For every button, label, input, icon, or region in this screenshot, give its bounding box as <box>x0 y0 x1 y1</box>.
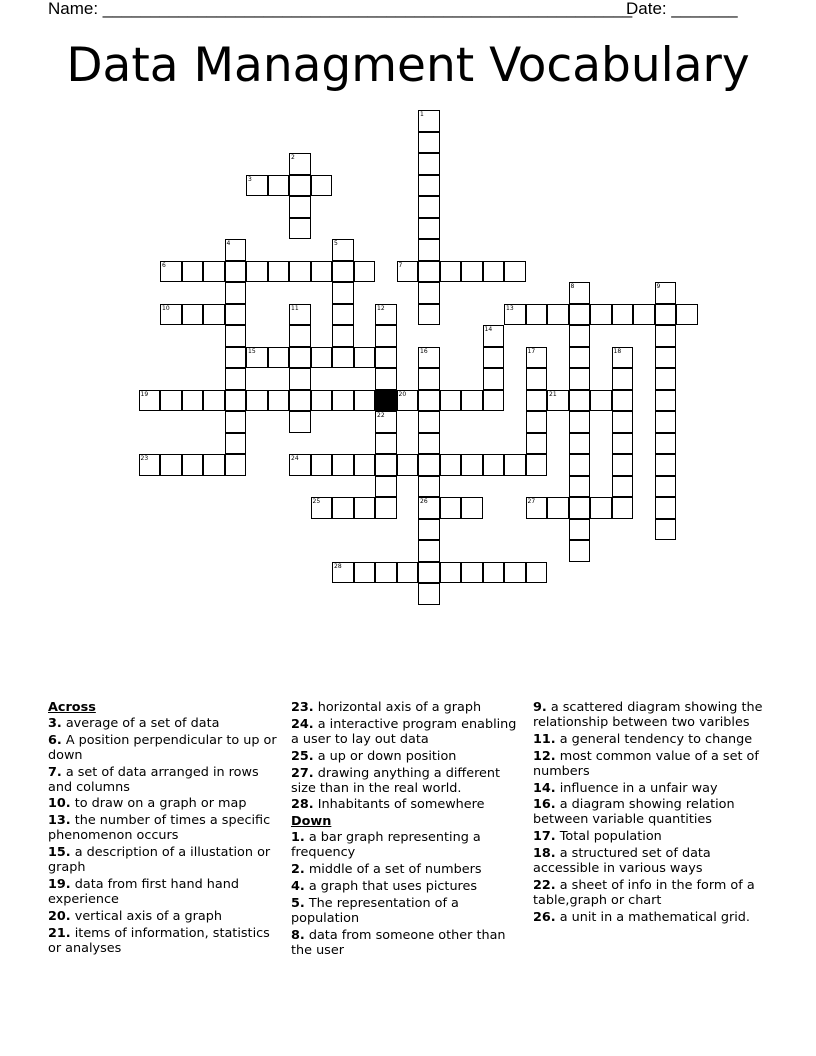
grid-cell[interactable] <box>225 390 247 412</box>
grid-cell[interactable] <box>569 497 591 519</box>
clue-text: data from someone other than the user <box>291 927 506 958</box>
clue-down <box>533 798 769 828</box>
grid-cell[interactable] <box>483 454 505 476</box>
clue-down <box>533 701 769 731</box>
grid-cell[interactable] <box>289 304 311 326</box>
grid-cell[interactable] <box>418 282 440 304</box>
grid-cell[interactable] <box>246 175 268 197</box>
grid-cell[interactable] <box>160 454 182 476</box>
grid-cell[interactable] <box>418 411 440 433</box>
grid-cell[interactable] <box>590 497 612 519</box>
grid-cell[interactable] <box>268 347 290 369</box>
grid-cell[interactable] <box>225 411 247 433</box>
clue-number: 11. <box>533 731 556 747</box>
grid-cell-black <box>375 390 397 412</box>
cell-number: 8 <box>570 283 575 290</box>
grid-cell[interactable] <box>440 261 462 283</box>
clue-number: 5. <box>291 895 305 911</box>
cell-number: 3 <box>248 175 252 183</box>
clue-down <box>533 847 769 877</box>
grid-cell[interactable] <box>289 390 311 412</box>
grid-cell[interactable] <box>483 562 505 584</box>
cell-number: 4 <box>226 240 231 247</box>
grid-cell[interactable] <box>139 390 161 412</box>
grid-cell[interactable] <box>225 454 247 476</box>
clue-text: a unit in a mathematical grid. <box>555 909 750 925</box>
grid-cell[interactable] <box>418 390 440 412</box>
clue-text: a structured set of data accessible in various ways <box>533 846 711 877</box>
grid-cell[interactable] <box>225 261 247 283</box>
clue-number: 8. <box>291 927 305 943</box>
grid-cell[interactable] <box>332 390 354 412</box>
clue-down <box>291 897 527 927</box>
grid-cell[interactable] <box>526 411 548 433</box>
grid-cell[interactable] <box>332 239 354 261</box>
clue-text: drawing anything a different size than in the real world. <box>291 765 501 796</box>
grid-cell[interactable] <box>418 110 440 132</box>
grid-cell[interactable] <box>160 304 182 326</box>
cell-number: 24 <box>291 455 299 462</box>
grid-cell[interactable] <box>569 476 591 498</box>
grid-cell[interactable] <box>289 196 311 218</box>
grid-cell[interactable] <box>225 282 247 304</box>
grid-cell[interactable] <box>225 304 247 326</box>
cell-number: 6 <box>162 261 166 269</box>
grid-cell[interactable] <box>332 497 354 519</box>
grid-cell[interactable] <box>397 562 419 584</box>
clue-down <box>291 880 527 895</box>
grid-cell[interactable] <box>655 454 677 476</box>
grid-cell[interactable] <box>418 433 440 455</box>
grid-cell[interactable] <box>418 368 440 390</box>
grid-cell[interactable] <box>418 175 440 197</box>
grid-cell[interactable] <box>655 368 677 390</box>
grid-cell[interactable] <box>203 304 225 326</box>
grid-cell[interactable] <box>418 519 440 541</box>
grid-cell[interactable] <box>612 411 634 433</box>
grid-cell[interactable] <box>311 390 333 412</box>
cell-number: 17 <box>527 347 536 355</box>
grid-cell[interactable] <box>461 261 483 283</box>
grid-cell[interactable] <box>203 390 225 412</box>
grid-cell[interactable] <box>461 497 483 519</box>
clue-text: a graph that uses pictures <box>304 878 478 894</box>
grid-cell[interactable] <box>203 261 225 283</box>
grid-cell[interactable] <box>375 433 397 455</box>
grid-cell[interactable] <box>375 476 397 498</box>
grid-cell[interactable] <box>418 347 440 369</box>
grid-cell[interactable] <box>375 411 397 433</box>
clue-number: 2. <box>291 862 305 878</box>
clue-across <box>48 814 284 844</box>
grid-cell[interactable] <box>418 239 440 261</box>
grid-cell[interactable] <box>225 368 247 390</box>
clue-number: 3. <box>48 715 62 731</box>
cell-number: 2 <box>291 154 295 161</box>
grid-cell[interactable] <box>483 325 505 347</box>
clue-across <box>291 767 527 797</box>
clue-number: 18. <box>533 846 556 862</box>
grid-cell[interactable] <box>440 562 462 584</box>
grid-cell[interactable] <box>375 454 397 476</box>
clue-down <box>533 733 769 748</box>
grid-cell[interactable] <box>332 304 354 326</box>
grid-cell[interactable] <box>246 261 268 283</box>
grid-cell[interactable] <box>504 304 526 326</box>
clue-column-3 <box>533 701 769 928</box>
clue-text: items of information, statistics or analyses <box>48 925 270 956</box>
grid-cell[interactable] <box>569 454 591 476</box>
grid-cell[interactable] <box>332 282 354 304</box>
cell-number: 19 <box>140 390 149 398</box>
grid-cell[interactable] <box>612 347 634 369</box>
clue-text: a set of data arranged in rows and columns <box>48 764 259 795</box>
grid-cell[interactable] <box>203 454 225 476</box>
grid-cell[interactable] <box>569 325 591 347</box>
grid-cell[interactable] <box>289 261 311 283</box>
cell-number: 12 <box>377 304 385 312</box>
clue-number: 13. <box>48 813 71 829</box>
grid-cell[interactable] <box>612 454 634 476</box>
cell-number: 26 <box>420 498 428 505</box>
grid-cell[interactable] <box>655 282 677 304</box>
grid-cell[interactable] <box>612 476 634 498</box>
grid-cell[interactable] <box>289 411 311 433</box>
clue-text: Total population <box>555 829 662 845</box>
clue-column-1 <box>48 701 284 959</box>
grid-cell[interactable] <box>590 390 612 412</box>
clue-across <box>48 734 284 764</box>
clue-number: 16. <box>533 797 556 813</box>
cell-number: 20 <box>398 390 407 398</box>
cell-number: 7 <box>398 261 403 269</box>
grid-cell[interactable] <box>418 196 440 218</box>
cell-number: 25 <box>312 498 321 505</box>
clue-number: 12. <box>533 748 556 764</box>
grid-cell[interactable] <box>332 325 354 347</box>
grid-cell[interactable] <box>332 347 354 369</box>
grid-cell[interactable] <box>418 132 440 154</box>
grid-cell[interactable] <box>332 562 354 584</box>
grid-cell[interactable] <box>547 390 569 412</box>
clue-across <box>291 750 527 765</box>
grid-cell[interactable] <box>612 304 634 326</box>
clue-text: the number of times a specific phenomenon occurs <box>48 813 271 844</box>
grid-cell[interactable] <box>483 347 505 369</box>
cell-number: 14 <box>484 326 493 333</box>
clue-across <box>48 927 284 957</box>
grid-cell[interactable] <box>225 325 247 347</box>
grid-cell[interactable] <box>676 304 698 326</box>
clue-across <box>291 701 527 716</box>
cell-number: 13 <box>506 304 514 312</box>
grid-cell[interactable] <box>418 454 440 476</box>
clue-across <box>48 878 284 908</box>
grid-cell[interactable] <box>526 390 548 412</box>
grid-cell[interactable] <box>375 325 397 347</box>
clue-number: 24. <box>291 716 314 732</box>
grid-cell[interactable] <box>311 261 333 283</box>
grid-cell[interactable] <box>397 390 419 412</box>
grid-cell[interactable] <box>311 347 333 369</box>
grid-cell[interactable] <box>440 454 462 476</box>
grid-cell[interactable] <box>418 153 440 175</box>
clue-text: a sheet of info in the form of a table,graph or chart <box>533 877 755 908</box>
clue-number: 25. <box>291 748 314 764</box>
clue-number: 14. <box>533 780 556 796</box>
grid-cell[interactable] <box>418 540 440 562</box>
grid-cell[interactable] <box>655 433 677 455</box>
clue-across <box>291 798 527 813</box>
clue-number: 15. <box>48 845 71 861</box>
clue-across <box>48 717 284 732</box>
grid-cell[interactable] <box>182 261 204 283</box>
grid-cell[interactable] <box>655 390 677 412</box>
clue-text: a description of a illustation or graph <box>48 845 271 876</box>
clue-down <box>533 879 769 909</box>
grid-cell[interactable] <box>375 304 397 326</box>
grid-cell[interactable] <box>569 390 591 412</box>
grid-cell[interactable] <box>483 368 505 390</box>
grid-cell[interactable] <box>526 433 548 455</box>
grid-cell[interactable] <box>354 347 376 369</box>
cell-number: 18 <box>613 347 622 355</box>
clue-number: 19. <box>48 876 71 892</box>
cell-number: 22 <box>377 412 385 419</box>
grid-cell[interactable] <box>655 347 677 369</box>
grid-cell[interactable] <box>354 261 376 283</box>
clue-number: 10. <box>48 796 71 812</box>
grid-cell[interactable] <box>246 390 268 412</box>
grid-cell[interactable] <box>225 347 247 369</box>
clue-number: 7. <box>48 764 62 780</box>
grid-cell[interactable] <box>418 583 440 605</box>
clue-down <box>291 863 527 878</box>
grid-cell[interactable] <box>139 454 161 476</box>
grid-cell[interactable] <box>418 261 440 283</box>
clue-text: a interactive program enabling a user to lay out data <box>291 716 517 747</box>
clue-number: 1. <box>291 830 305 846</box>
grid-cell[interactable] <box>225 239 247 261</box>
grid-cell[interactable] <box>590 304 612 326</box>
grid-cell[interactable] <box>289 347 311 369</box>
clue-number: 21. <box>48 925 71 941</box>
grid-cell[interactable] <box>160 261 182 283</box>
cell-number: 15 <box>248 347 256 355</box>
grid-cell[interactable] <box>440 497 462 519</box>
grid-cell[interactable] <box>289 454 311 476</box>
clue-text: a bar graph representing a frequency <box>291 830 481 861</box>
cell-number: 9 <box>656 283 661 290</box>
name-field-label[interactable]: Name: ________________________________________________________ <box>48 0 633 18</box>
grid-cell[interactable] <box>182 390 204 412</box>
clue-text: average of a set of data <box>61 715 220 731</box>
grid-cell[interactable] <box>354 390 376 412</box>
grid-cell[interactable] <box>612 497 634 519</box>
grid-cell[interactable] <box>354 562 376 584</box>
grid-cell[interactable] <box>612 433 634 455</box>
clue-column-2 <box>291 701 527 961</box>
grid-cell[interactable] <box>246 347 268 369</box>
grid-cell[interactable] <box>332 261 354 283</box>
grid-cell[interactable] <box>526 454 548 476</box>
clue-down <box>291 929 527 959</box>
grid-cell[interactable] <box>526 562 548 584</box>
grid-cell[interactable] <box>461 390 483 412</box>
clue-number: 17. <box>533 829 556 845</box>
clue-number: 26. <box>533 909 556 925</box>
grid-cell[interactable] <box>569 519 591 541</box>
clue-down <box>533 911 769 926</box>
grid-cell[interactable] <box>569 347 591 369</box>
clue-down <box>533 782 769 797</box>
clue-down <box>533 830 769 845</box>
clue-number: 6. <box>48 732 62 748</box>
clue-text: vertical axis of a graph <box>70 908 222 924</box>
grid-cell[interactable] <box>526 497 548 519</box>
grid-cell[interactable] <box>504 454 526 476</box>
grid-cell[interactable] <box>526 368 548 390</box>
cell-number: 21 <box>549 390 557 398</box>
grid-cell[interactable] <box>526 304 548 326</box>
clue-number: 28. <box>291 797 314 813</box>
grid-cell[interactable] <box>418 476 440 498</box>
grid-cell[interactable] <box>569 540 591 562</box>
cell-number: 28 <box>334 562 342 570</box>
grid-cell[interactable] <box>461 454 483 476</box>
grid-cell[interactable] <box>633 304 655 326</box>
clue-across <box>48 797 284 812</box>
grid-cell[interactable] <box>418 218 440 240</box>
clue-number: 27. <box>291 765 314 781</box>
grid-cell[interactable] <box>268 261 290 283</box>
grid-cell[interactable] <box>289 325 311 347</box>
cell-number: 10 <box>162 304 170 312</box>
grid-cell[interactable] <box>461 562 483 584</box>
grid-cell[interactable] <box>354 497 376 519</box>
grid-cell[interactable] <box>182 304 204 326</box>
clue-across <box>48 766 284 796</box>
clue-down <box>533 750 769 780</box>
clue-text: a diagram showing relation between variable quantities <box>533 797 735 828</box>
clue-across <box>48 846 284 876</box>
date-field-label[interactable]: Date: _______ <box>626 0 738 18</box>
cell-number: 11 <box>291 304 299 312</box>
clue-text: horizontal axis of a graph <box>313 700 482 715</box>
clue-number: 4. <box>291 878 305 894</box>
clue-text: to draw on a graph or map <box>70 796 247 812</box>
grid-cell[interactable] <box>418 304 440 326</box>
clue-across <box>48 910 284 925</box>
grid-cell[interactable] <box>289 218 311 240</box>
grid-cell[interactable] <box>655 497 677 519</box>
grid-cell[interactable] <box>375 347 397 369</box>
cell-number: 23 <box>140 455 149 462</box>
grid-cell[interactable] <box>160 390 182 412</box>
clue-text: a up or down position <box>313 748 457 764</box>
clue-across <box>291 718 527 748</box>
clue-number: 23. <box>291 700 314 715</box>
clue-text: A position perpendicular to up or down <box>48 732 277 763</box>
grid-cell[interactable] <box>268 390 290 412</box>
clue-text: middle of a set of numbers <box>304 862 482 878</box>
grid-cell[interactable] <box>182 454 204 476</box>
cell-number: 27 <box>527 498 536 505</box>
grid-cell[interactable] <box>289 175 311 197</box>
grid-cell[interactable] <box>332 454 354 476</box>
grid-cell[interactable] <box>569 282 591 304</box>
grid-cell[interactable] <box>612 390 634 412</box>
grid-cell[interactable] <box>504 562 526 584</box>
clue-text: a scattered diagram showing the relationship between two varibles <box>533 700 763 730</box>
clue-number: 22. <box>533 877 556 893</box>
grid-cell[interactable] <box>397 261 419 283</box>
grid-cell[interactable] <box>354 454 376 476</box>
clue-number: 20. <box>48 908 71 924</box>
grid-cell[interactable] <box>375 562 397 584</box>
page-title: Data Managment Vocabulary <box>66 38 750 93</box>
clue-text: most common value of a set of numbers <box>533 748 759 779</box>
grid-cell[interactable] <box>418 497 440 519</box>
clue-down <box>291 831 527 861</box>
grid-cell[interactable] <box>569 304 591 326</box>
grid-cell[interactable] <box>612 368 634 390</box>
grid-cell[interactable] <box>440 390 462 412</box>
grid-cell[interactable] <box>311 497 333 519</box>
across-heading: Across <box>48 700 96 715</box>
grid-cell[interactable] <box>418 562 440 584</box>
cell-number: 5 <box>334 240 338 247</box>
grid-cell[interactable] <box>375 497 397 519</box>
clue-text: The representation of a population <box>291 895 459 926</box>
grid-cell[interactable] <box>289 368 311 390</box>
grid-cell[interactable] <box>569 368 591 390</box>
grid-cell[interactable] <box>268 175 290 197</box>
clue-text: data from first hand hand experience <box>48 876 239 907</box>
grid-cell[interactable] <box>311 175 333 197</box>
cell-number: 16 <box>420 347 428 355</box>
grid-cell[interactable] <box>655 325 677 347</box>
grid-cell[interactable] <box>655 476 677 498</box>
grid-cell[interactable] <box>311 454 333 476</box>
grid-cell[interactable] <box>289 153 311 175</box>
clue-text: influence in a unfair way <box>555 780 718 796</box>
grid-cell[interactable] <box>526 347 548 369</box>
grid-cell[interactable] <box>483 261 505 283</box>
grid-cell[interactable] <box>655 411 677 433</box>
clue-number: 9. <box>533 700 547 715</box>
grid-cell[interactable] <box>504 261 526 283</box>
grid-cell[interactable] <box>655 304 677 326</box>
grid-cell[interactable] <box>547 497 569 519</box>
clue-text: Inhabitants of somewhere <box>313 797 485 813</box>
grid-cell[interactable] <box>397 454 419 476</box>
cell-number: 1 <box>420 111 424 118</box>
grid-cell[interactable] <box>483 390 505 412</box>
clue-text: a general tendency to change <box>555 731 753 747</box>
grid-cell[interactable] <box>375 368 397 390</box>
grid-cell[interactable] <box>547 304 569 326</box>
grid-cell[interactable] <box>569 411 591 433</box>
grid-cell[interactable] <box>569 433 591 455</box>
down-heading: Down <box>291 814 332 830</box>
grid-cell[interactable] <box>655 519 677 541</box>
grid-cell[interactable] <box>225 433 247 455</box>
